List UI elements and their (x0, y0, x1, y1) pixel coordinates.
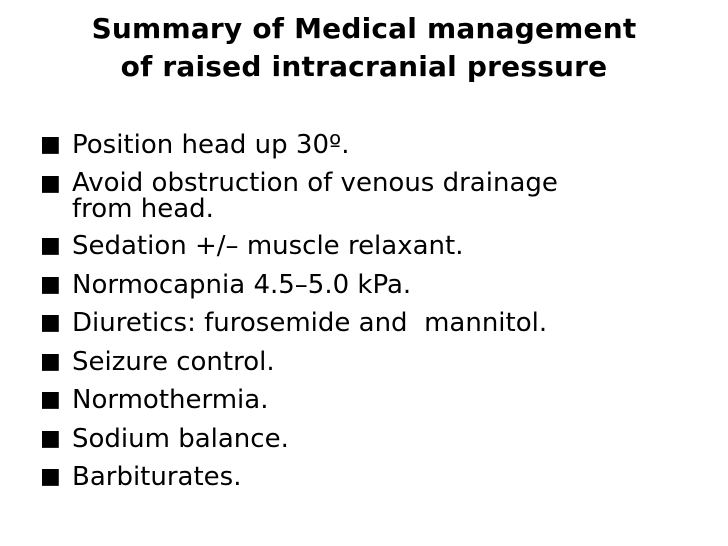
square-bullet-icon: ■ (40, 348, 61, 374)
square-bullet-icon: ■ (40, 132, 61, 157)
slide-title-line-2: of raised intracranial pressure (120, 50, 608, 83)
bullet-text: Barbiturates. (72, 462, 242, 492)
bullet-text: Diuretics: furosemide and mannitol. (72, 308, 548, 338)
square-bullet-icon: ■ (40, 425, 61, 451)
square-bullet-icon: ■ (40, 271, 61, 297)
bullet-item (40, 386, 720, 414)
square-bullet-icon: ■ (40, 233, 61, 258)
bullet-text: Position head up 30º. (72, 130, 350, 160)
bullet-item (40, 309, 720, 337)
bullet-text: Seizure control. (72, 346, 275, 377)
bullet-text: Sedation +/– muscle relaxant. (72, 231, 464, 261)
bullet-item (40, 232, 720, 260)
bullet-item (40, 167, 720, 224)
slide-title (40, 10, 688, 86)
bullet-text: Normothermia. (72, 385, 269, 415)
bullet-item (40, 348, 720, 376)
bullet-text: Normocapnia 4.5–5.0 kPa. (72, 269, 412, 300)
bullet-text: Avoid obstruction of venous drainage from head. (72, 167, 558, 224)
square-bullet-icon: ■ (40, 387, 61, 412)
bullet-item (40, 271, 720, 299)
bullet-list (40, 131, 720, 502)
square-bullet-icon: ■ (40, 170, 61, 196)
bullet-text: Sodium balance. (72, 423, 289, 454)
square-bullet-icon: ■ (40, 310, 61, 335)
slide-title-line-1: Summary of Medical management (91, 12, 637, 45)
bullet-item (40, 425, 720, 453)
bullet-item (40, 131, 720, 159)
square-bullet-icon: ■ (40, 464, 61, 489)
bullet-item (40, 463, 720, 491)
